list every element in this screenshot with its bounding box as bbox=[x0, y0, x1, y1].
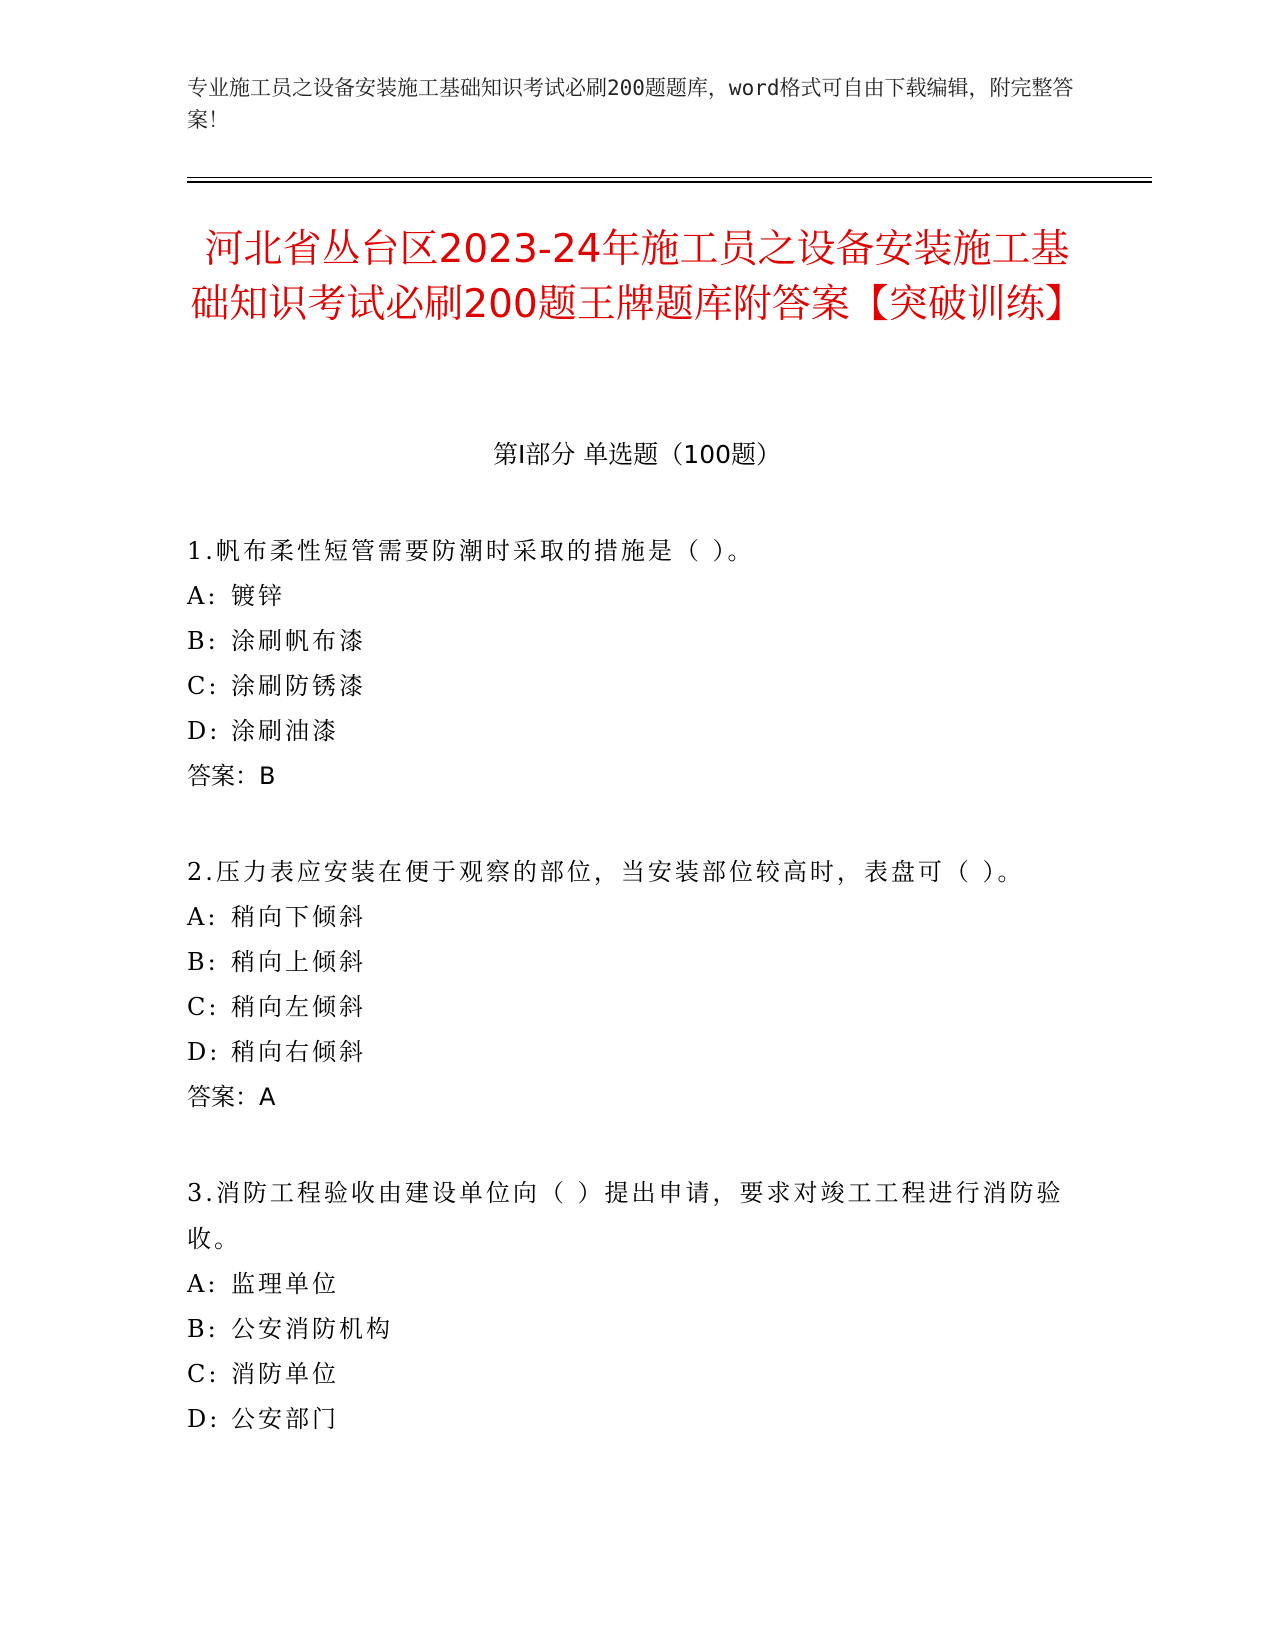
option-text: 稍向右倾斜 bbox=[231, 1038, 366, 1066]
option-key: A: bbox=[187, 582, 219, 610]
option-text: 消防单位 bbox=[231, 1360, 339, 1388]
option-b bbox=[187, 619, 1067, 664]
option-c bbox=[187, 985, 1067, 1030]
option-text: 公安部门 bbox=[231, 1405, 339, 1433]
option-key: B: bbox=[187, 627, 219, 655]
option-text: 稍向下倾斜 bbox=[231, 903, 366, 931]
option-key: B: bbox=[187, 948, 219, 976]
section-heading: 第Ⅰ部分 单选题（100题） bbox=[492, 440, 782, 469]
option-key: C: bbox=[187, 1360, 220, 1388]
option-key: A: bbox=[187, 1270, 219, 1298]
option-key: D: bbox=[187, 1038, 221, 1066]
option-text: 稍向左倾斜 bbox=[231, 993, 366, 1021]
option-text: 涂刷油漆 bbox=[231, 717, 339, 745]
header-divider-thick bbox=[187, 181, 1152, 183]
header-divider-thin bbox=[187, 177, 1152, 178]
option-text: 涂刷帆布漆 bbox=[231, 627, 366, 655]
option-b bbox=[187, 940, 1067, 985]
option-a bbox=[187, 895, 1067, 940]
option-key: D: bbox=[187, 717, 221, 745]
header-note: 专业施工员之设备安装施工基础知识考试必刷200题题库，word格式可自由下载编辑，附完整答案！ bbox=[187, 76, 1074, 132]
option-c bbox=[187, 664, 1067, 709]
question-stem: 1.帆布柔性短管需要防潮时采取的措施是（ ）。 bbox=[187, 537, 755, 565]
option-d bbox=[187, 1030, 1067, 1075]
option-key: C: bbox=[187, 672, 220, 700]
option-key: B: bbox=[187, 1315, 219, 1343]
question-3 bbox=[187, 1170, 1067, 1442]
option-text: 公安消防机构 bbox=[231, 1315, 393, 1343]
option-b bbox=[187, 1307, 1067, 1352]
option-key: C: bbox=[187, 993, 220, 1021]
option-a bbox=[187, 1262, 1067, 1307]
question-stem: 3.消防工程验收由建设单位向（ ）提出申请，要求对竣工工程进行消防验收。 bbox=[187, 1179, 1064, 1253]
question-2 bbox=[187, 849, 1067, 1120]
option-c bbox=[187, 1352, 1067, 1397]
option-key: D: bbox=[187, 1405, 221, 1433]
option-d bbox=[187, 1397, 1067, 1442]
option-d bbox=[187, 709, 1067, 754]
option-key: A: bbox=[187, 903, 219, 931]
option-text: 监理单位 bbox=[231, 1270, 339, 1298]
question-stem: 2.压力表应安装在便于观察的部位，当安装部位较高时，表盘可（ ）。 bbox=[187, 858, 1025, 886]
option-text: 稍向上倾斜 bbox=[231, 948, 366, 976]
option-a bbox=[187, 574, 1067, 619]
answer-line: 答案：A bbox=[187, 1083, 276, 1111]
question-1 bbox=[187, 528, 1067, 799]
question-list bbox=[187, 528, 1067, 1492]
document-title: 河北省丛台区2023-24年施工员之设备安装施工基础知识考试必刷200题王牌题库附答案【突破训练】 bbox=[190, 227, 1084, 327]
answer-line: 答案：B bbox=[187, 762, 276, 790]
option-text: 镀锌 bbox=[231, 582, 285, 610]
option-text: 涂刷防锈漆 bbox=[231, 672, 366, 700]
